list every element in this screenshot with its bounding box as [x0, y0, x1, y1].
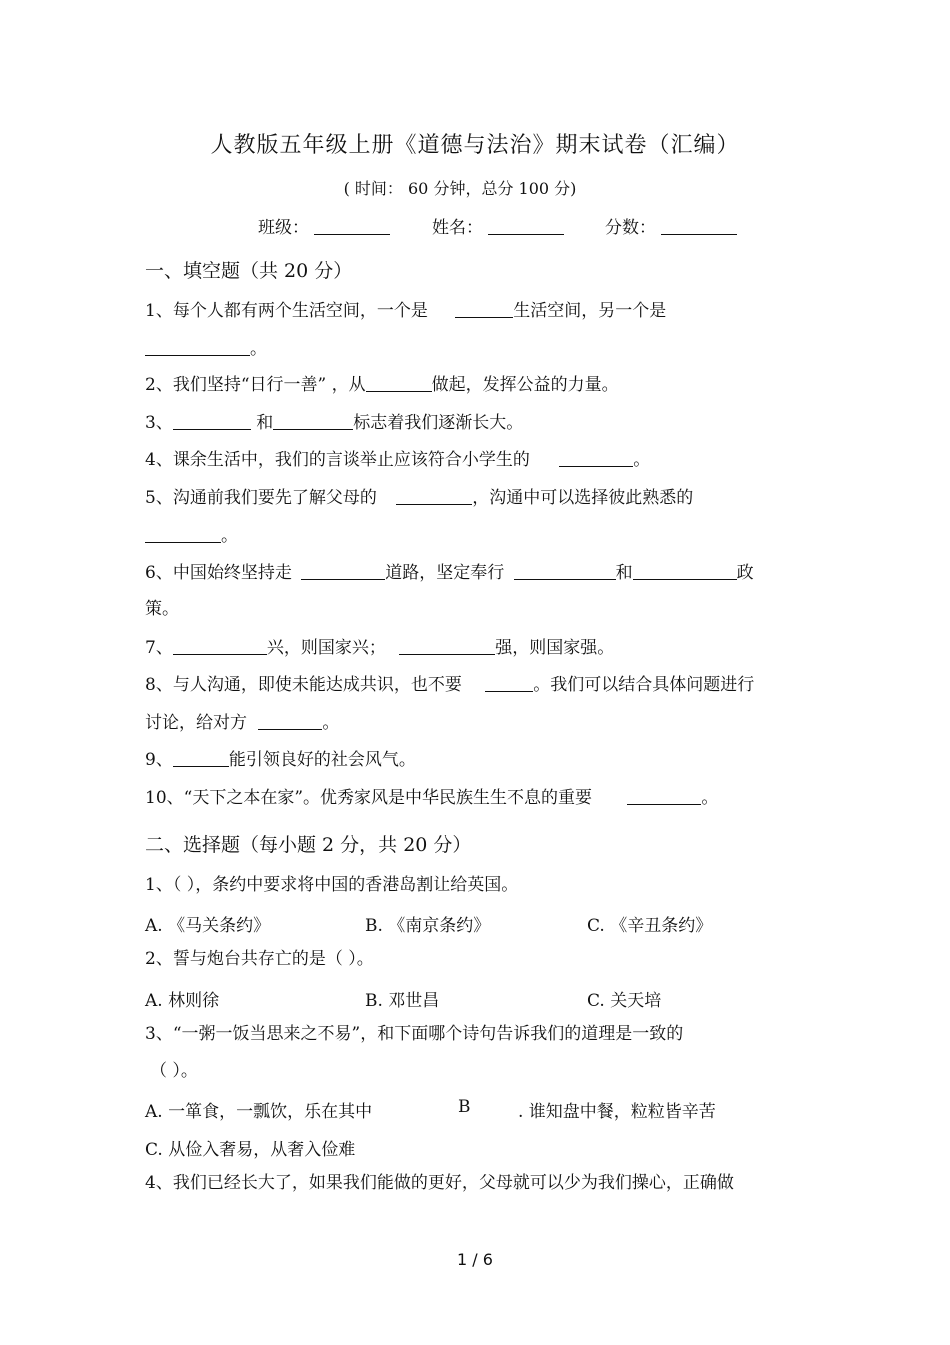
question-text: 6、中国始终坚持走	[145, 563, 292, 583]
answer-blank[interactable]	[173, 638, 267, 655]
option-a[interactable]: A. 一箪食，一瓢饮，乐在其中	[145, 1102, 373, 1122]
question-text: 3、	[145, 413, 173, 433]
score-blank[interactable]	[661, 218, 737, 235]
question-text: 。	[322, 713, 340, 733]
question-1-9	[145, 749, 416, 771]
question-text: 强，则国家强。	[495, 638, 615, 658]
question-text: 和	[256, 413, 274, 433]
answer-blank[interactable]	[173, 750, 229, 767]
question-text: 5、沟通前我们要先了解父母的	[145, 488, 377, 508]
option-b-letter[interactable]: B	[458, 1097, 471, 1117]
question-text: 4、课余生活中，我们的言谈举止应该符合小学生的	[145, 450, 530, 470]
question-text: 和	[615, 563, 633, 583]
question-2-2: 2、誓与炮台共存亡的是（ ）。	[145, 949, 374, 969]
question-1-1-cont	[145, 338, 267, 360]
answer-blank[interactable]	[485, 675, 533, 692]
question-text: 道路，坚定奉行	[385, 563, 505, 583]
question-2-1: 1、（ ），条约中要求将中国的香港岛割让给英国。	[145, 875, 519, 895]
question-text: 做起，发挥公益的力量。	[431, 375, 619, 395]
class-label: 班级：	[258, 218, 309, 238]
question-1-8	[145, 674, 754, 696]
answer-blank[interactable]	[145, 526, 221, 543]
answer-blank[interactable]	[366, 375, 432, 392]
option-c[interactable]: C. 从俭入奢易，从奢入俭难	[145, 1140, 356, 1160]
name-blank[interactable]	[488, 218, 564, 235]
question-1-6-cont: 策。	[145, 599, 179, 619]
score-field	[605, 213, 737, 238]
question-2-3: 3、“一粥一饭当思来之不易”，和下面哪个诗句告诉我们的道理是一致的	[145, 1024, 684, 1044]
class-field	[258, 213, 390, 238]
question-text: 。我们可以结合具体问题进行	[533, 675, 755, 695]
answer-blank[interactable]	[633, 563, 737, 580]
score-label: 分数：	[605, 218, 656, 238]
option-c[interactable]: C. 《辛丑条约》	[587, 916, 713, 936]
section-heading-multiple-choice: 二、选择题（每小题 2 分，共 20 分）	[145, 834, 472, 856]
question-text: 9、	[145, 750, 173, 770]
answer-blank[interactable]	[273, 413, 353, 430]
question-1-10	[145, 787, 718, 809]
question-1-3	[145, 412, 523, 434]
answer-blank[interactable]	[173, 413, 251, 430]
answer-blank[interactable]	[145, 339, 250, 356]
question-text: 兴，则国家兴；	[266, 638, 386, 658]
question-text: 能引领良好的社会风气。	[228, 750, 416, 770]
question-text: 政	[736, 563, 754, 583]
section-heading-fill-in: 一、填空题（共 20 分）	[145, 260, 353, 282]
question-2-4: 4、我们已经长大了，如果我们能做的更好，父母就可以少为我们操心，正确做	[145, 1173, 734, 1193]
answer-blank[interactable]	[559, 450, 633, 467]
question-text: 。	[250, 339, 267, 359]
option-a[interactable]: A. 《马关条约》	[145, 916, 271, 936]
answer-blank[interactable]	[399, 638, 495, 655]
question-1-4	[145, 449, 650, 471]
question-1-1	[145, 300, 666, 322]
question-text: 8、与人沟通，即使未能达成共识，也不要	[145, 675, 462, 695]
answer-blank[interactable]	[301, 563, 385, 580]
question-text: 7、	[145, 638, 173, 658]
class-blank[interactable]	[314, 218, 390, 235]
exam-title: 人教版五年级上册《道德与法治》期末试卷（汇编）	[210, 133, 740, 158]
question-text: 1、每个人都有两个生活空间，一个是	[145, 301, 428, 321]
name-field	[432, 213, 564, 238]
option-b[interactable]: . 谁知盘中餐，粒粒皆辛苦	[518, 1102, 716, 1122]
page-number: 1 / 6	[457, 1250, 493, 1269]
question-text: 。	[633, 450, 651, 470]
question-text: 讨论，给对方	[145, 713, 247, 733]
answer-blank[interactable]	[627, 788, 701, 805]
question-text: 10、“天下之本在家”。优秀家风是中华民族生生不息的重要	[145, 788, 593, 808]
name-label: 姓名：	[432, 218, 483, 238]
question-1-7	[145, 637, 614, 659]
question-text: 标志着我们逐渐长大。	[353, 413, 524, 433]
question-1-5-cont	[145, 525, 238, 547]
question-1-2	[145, 374, 619, 396]
question-text: 2、我们坚持“日行一善” ，从	[145, 375, 366, 395]
question-text: 生活空间，另一个是	[513, 301, 667, 321]
option-b[interactable]: B. 《南京条约》	[365, 916, 491, 936]
answer-blank[interactable]	[396, 488, 472, 505]
question-text: ，沟通中可以选择彼此熟悉的	[472, 488, 694, 508]
answer-blank[interactable]	[258, 713, 322, 730]
question-1-6	[145, 562, 754, 584]
question-1-5	[145, 487, 693, 509]
option-a[interactable]: A. 林则徐	[145, 991, 220, 1011]
question-2-3-paren: （ ）。	[150, 1061, 198, 1081]
option-c[interactable]: C. 关天培	[587, 991, 662, 1011]
exam-subtitle: ( 时间： 60 分钟，总分 100 分)	[343, 179, 577, 198]
answer-blank[interactable]	[455, 301, 513, 318]
question-text: 。	[221, 526, 238, 546]
question-text: 。	[701, 788, 719, 808]
question-1-8-cont	[145, 712, 339, 734]
option-b[interactable]: B. 邓世昌	[365, 991, 440, 1011]
answer-blank[interactable]	[514, 563, 616, 580]
